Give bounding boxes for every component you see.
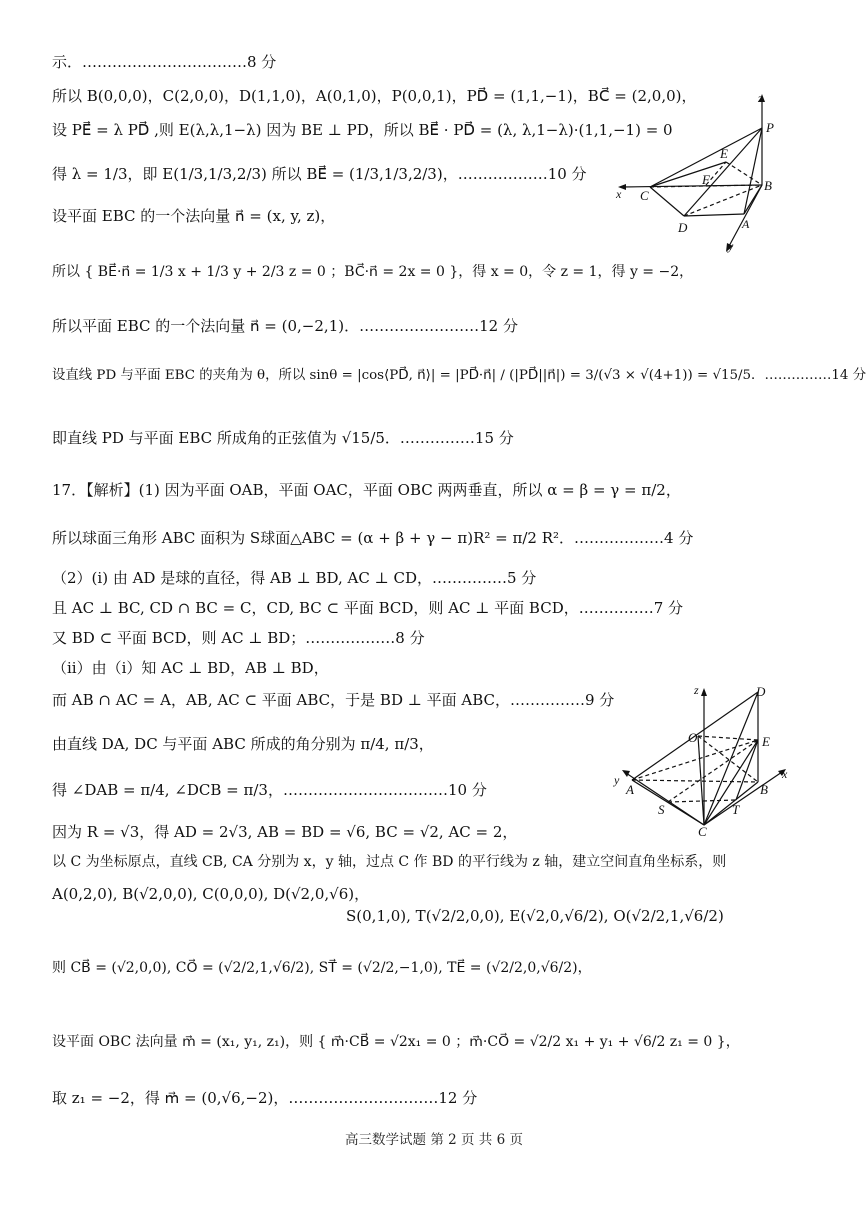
- point-label-e: E: [762, 734, 770, 749]
- text-line: （2）(i) 由 AD 是球的直径，得 AB ⊥ BD, AC ⊥ CD，……………5 分: [52, 569, 537, 587]
- text-line: （ii）由（i）知 AC ⊥ BD，AB ⊥ BD，: [52, 659, 329, 677]
- point-label-c: C: [640, 188, 649, 203]
- tetrahedron-figure: [606, 680, 806, 840]
- text-line: S(0,1,0), T(√2/2,0,0), E(√2,0,√6/2), O(√2/2,1,√6/2): [346, 907, 724, 925]
- point-label-t: T: [732, 802, 740, 817]
- text-line: 设直线 PD 与平面 EBC 的夹角为 θ，所以 sinθ = |cos⟨PD⃗, n⃗⟩| = |PD⃗·n⃗| / (|PD⃗||n⃗|) = 3/(√3 × √(4+1)) = √15/5．……………14 分: [52, 368, 867, 383]
- point-label-a: A: [742, 217, 750, 231]
- text-line: 则 CB⃗ = (√2,0,0), CO⃗ = (√2/2,1,√6/2), ST⃗ = (√2/2,−1,0), TE⃗ = (√2/2,0,√6/2)，: [52, 960, 592, 976]
- text-line: 所以 B(0,0,0)，C(2,0,0)，D(1,1,0)，A(0,1,0)，P(0,0,1)，PD⃗ = (1,1,−1)，BC⃗ = (2,0,0)，: [52, 87, 697, 105]
- axis-label-x: x: [782, 767, 788, 781]
- text-line: 因为 R = √3，得 AD = 2√3, AB = BD = √6, BC = √2, AC = 2，: [52, 823, 518, 841]
- text-line: 示．……………………………8 分: [52, 53, 277, 71]
- text-line: 设平面 OBC 法向量 m⃗ = (x₁, y₁, z₁)，则 { m⃗·CB⃗ = √2x₁ = 0 ；m⃗·CO⃗ = √2/2 x₁ + y₁ + √6/2 z₁ = 0 }，: [52, 1034, 740, 1050]
- point-label-c: C: [698, 824, 707, 839]
- point-label-d: D: [756, 684, 766, 699]
- point-label-s: S: [658, 802, 665, 817]
- text-line: 即直线 PD 与平面 EBC 所成角的正弦值为 √15/5．……………15 分: [52, 429, 514, 447]
- text-line: 取 z₁ = −2，得 m⃗ = (0,√6,−2)，…………………………12 分: [52, 1089, 478, 1107]
- text-line: 而 AB ∩ AC = A，AB, AC ⊂ 平面 ABC，于是 BD ⊥ 平面 ABC，……………9 分: [52, 691, 615, 709]
- text-line: 设 PE⃗ = λ PD⃗ ,则 E(λ,λ,1−λ) 因为 BE ⊥ PD，所以 BE⃗ · PD⃗ = (λ, λ,1−λ)·(1,1,−1) = 0: [52, 121, 673, 139]
- point-label-b: B: [760, 782, 768, 797]
- point-label-b: B: [764, 178, 772, 193]
- text-line: 所以 { BE⃗·n⃗ = 1/3 x + 1/3 y + 2/3 z = 0 ；BC⃗·n⃗ = 2x = 0 }，得 x = 0，令 z = 1，得 y = −2，: [52, 264, 694, 280]
- text-line: 得 ∠DAB = π/4, ∠DCB = π/3，……………………………10 分: [52, 781, 487, 799]
- text-line: 所以平面 EBC 的一个法向量 n⃗ = (0,−2,1)．……………………12 分: [52, 317, 518, 335]
- point-label-e: E: [720, 146, 728, 161]
- point-label-d: D: [678, 220, 688, 235]
- point-label-a: A: [626, 782, 634, 797]
- axis-label-z: z: [694, 683, 699, 697]
- axis-label-z: z: [758, 91, 763, 105]
- text-line: 且 AC ⊥ BC, CD ∩ BC = C，CD, BC ⊂ 平面 BCD，则 AC ⊥ 平面 BCD，……………7 分: [52, 599, 684, 617]
- pyramid-figure: [610, 90, 800, 265]
- point-label-p: P: [766, 120, 774, 135]
- text-line: 以 C 为坐标原点，直线 CB, CA 分别为 x，y 轴，过点 C 作 BD 的平行线为 z 轴，建立空间直角坐标系，则: [52, 854, 727, 870]
- text-line: 所以球面三角形 ABC 面积为 S球面△ABC = (α + β + γ − π)R² = π/2 R²．………………4 分: [52, 529, 694, 547]
- point-label-o: O: [688, 730, 698, 745]
- text-line: A(0,2,0), B(√2,0,0), C(0,0,0), D(√2,0,√6)，: [52, 885, 370, 903]
- text-line: 得 λ = 1/3，即 E(1/3,1/3,2/3) 所以 BE⃗ = (1/3,1/3,2/3)，………………10 分: [52, 165, 587, 183]
- axis-label-x: x: [616, 187, 622, 201]
- text-line: 17．【解析】(1) 因为平面 OAB，平面 OAC，平面 OBC 两两垂直，所以 α = β = γ = π/2，: [52, 481, 681, 499]
- text-line: 由直线 DA, DC 与平面 ABC 所成的角分别为 π/4, π/3，: [52, 735, 434, 753]
- axis-label-y: y: [728, 239, 734, 253]
- point-label-f: F: [702, 172, 710, 187]
- axis-label-y: y: [614, 773, 620, 787]
- text-line: 设平面 EBC 的一个法向量 n⃗ = (x, y, z)，: [52, 207, 336, 225]
- page-footer: 高三数学试题 第 2 页 共 6 页: [345, 1132, 523, 1148]
- text-line: 又 BD ⊂ 平面 BCD，则 AC ⊥ BD；………………8 分: [52, 629, 425, 647]
